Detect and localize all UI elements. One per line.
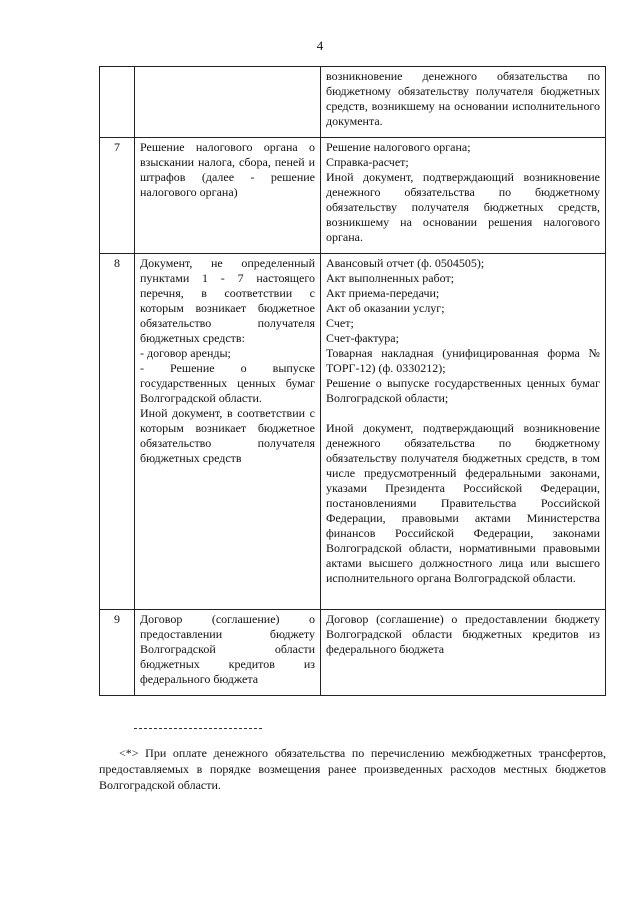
table-row: [100, 610, 606, 696]
document-name-cell: [135, 610, 321, 696]
cell-line: Авансовый отчет (ф. 0504505);: [326, 256, 485, 270]
row-number: [100, 67, 135, 138]
cell-line: Товарная накладная (унифицированная форма № ТОРГ-12) (ф. 0330212);: [326, 346, 600, 375]
confirming-documents-cell: [321, 138, 606, 254]
cell-line: - договор аренды;: [140, 346, 231, 360]
confirming-documents-cell: [321, 610, 606, 696]
cell-line: - Решение о выпуске государственных ценных бумаг Волгоградской области.: [140, 361, 315, 405]
cell-line: Решение о выпуске государственных ценных бумаг Волгоградской области;: [326, 376, 600, 405]
cell-line: Договор (соглашение) о предоставлении бюджету Волгоградской области бюджетных кредитов из федерального бюджета: [140, 612, 315, 686]
footnote-text: <*> При оплате денежного обязательства по перечислению межбюджетных трансфертов, предоставляемых в порядке возмещения ранее произведенных расходов местных бюджетов Волгоградской области.: [99, 746, 606, 792]
table-row: [100, 138, 606, 254]
cell-line: Справка-расчет;: [326, 155, 409, 169]
page-number: 4: [316, 38, 324, 53]
cell-line: Документ, не определенный пунктами 1 - 7 настоящего перечня, в соответствии с которым возникает бюджетное обязательство получателя бюджетных средств:: [140, 256, 315, 345]
cell-line: [326, 586, 600, 601]
confirming-documents-cell: [321, 67, 606, 138]
row-number: 9: [100, 610, 135, 696]
document-name-cell: [135, 138, 321, 254]
row-number: 8: [100, 254, 135, 610]
table-body: [100, 67, 606, 696]
row-number: 7: [100, 138, 135, 254]
table-row: [100, 67, 606, 138]
cell-line: Иной документ, подтверждающий возникновение денежного обязательства по бюджетному обязательству получателя бюджетных средств, в том числе предусмотренный федеральными законами, указами Президента Российской Федерации, постановлениями Правительства Российской Федерации, правовыми актами Министерства финансов Российской Федерации, законами Волгоградской области, нормативными правовыми актами высшего должностного лица или высшего исполнительного органа Волгоградской области.: [326, 421, 600, 585]
confirming-documents-cell: [321, 254, 606, 610]
cell-line: Договор (соглашение) о предоставлении бюджету Волгоградской области бюджетных кредитов из федерального бюджета: [326, 612, 600, 656]
cell-line: Акт выполненных работ;: [326, 271, 455, 285]
cell-line: Акт об оказании услуг;: [326, 301, 445, 315]
cell-line: Решение налогового органа о взыскании налога, сбора, пеней и штрафов (далее - решение налогового органа): [140, 140, 315, 199]
cell-line: Счет;: [326, 316, 354, 330]
document-name-cell: [135, 67, 321, 138]
cell-line: возникновение денежного обязательства по бюджетному обязательству получателя бюджетных средств, возникшему на основании исполнительного документа.: [326, 69, 600, 128]
footnote-separator: [134, 728, 262, 729]
cell-line: Счет-фактура;: [326, 331, 399, 345]
cell-line: Иной документ, подтверждающий возникновение денежного обязательства по бюджетному обязательству получателя бюджетных средств, возникшему на основании решения налогового органа.: [326, 170, 600, 244]
cell-line: Иной документ, в соответствии с которым возникает бюджетное обязательство получателя бюджетных средств: [140, 406, 315, 465]
cell-line: Решение налогового органа;: [326, 140, 471, 154]
document-table: [99, 66, 606, 696]
table-row: [100, 254, 606, 610]
cell-line: [326, 406, 600, 421]
cell-line: Акт приема-передачи;: [326, 286, 440, 300]
document-name-cell: [135, 254, 321, 610]
